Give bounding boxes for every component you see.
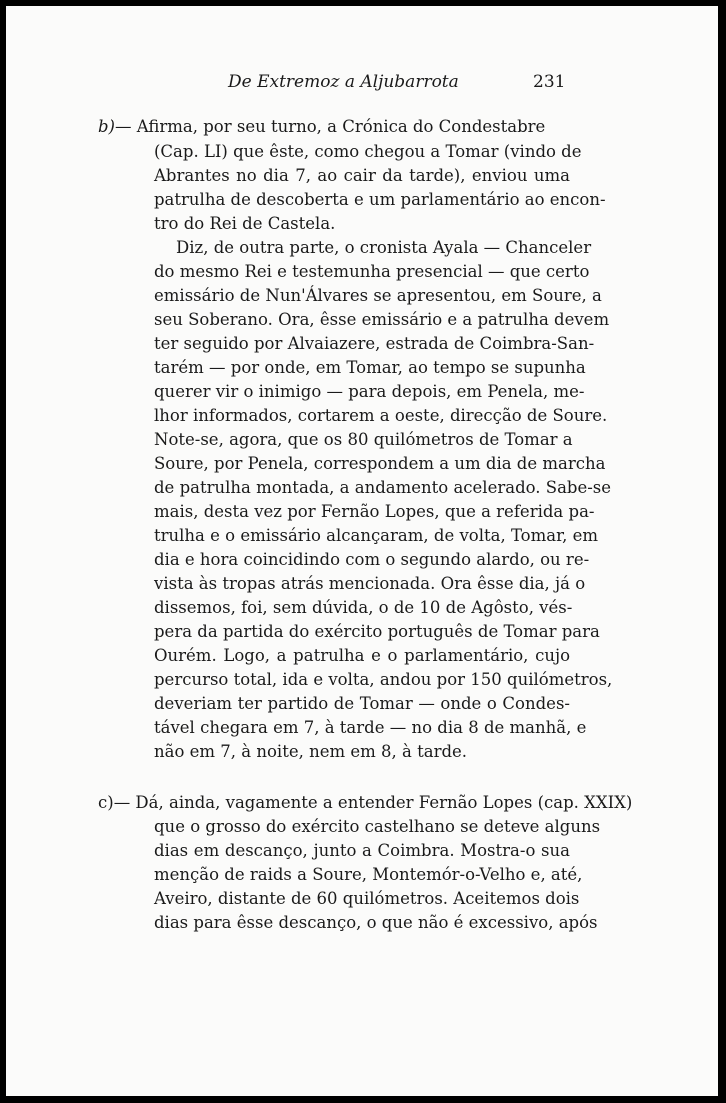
text-line: pera da partida do exército português de Tomar para	[154, 622, 600, 641]
text-line: Soure, por Penela, correspondem a um dia de marcha	[154, 454, 606, 473]
paragraph-label: b)	[98, 117, 115, 136]
text-line: dias em descanço, junto a Coimbra. Mostra-o sua	[154, 841, 570, 860]
text-line	[98, 792, 633, 814]
text-segment: — Afirma, por seu turno, a Crónica do Condestabre	[115, 117, 546, 136]
text-line: Abrantes no dia 7, ao cair da tarde), enviou uma	[154, 166, 570, 185]
text-line: não em 7, à noite, nem em 8, à tarde.	[154, 742, 468, 761]
text-line: Ourém. Logo, a patrulha e o parlamentário, cujo	[154, 646, 570, 665]
text-line: deveriam ter partido de Tomar — onde o Condes-	[154, 694, 570, 713]
text-line: (Cap. LI) que êste, como chegou a Tomar (vindo de	[154, 142, 582, 161]
text-line: tável chegara em 7, à tarde — no dia 8 de manhã, e	[154, 718, 587, 737]
text-line: emissário de Nun'Álvares se apresentou, em Soure, a	[154, 286, 602, 305]
text-line: dissemos, foi, sem dúvida, o de 10 de Agôsto, vés-	[154, 598, 573, 617]
text-line: vista às tropas atrás mencionada. Ora êsse dia, já o	[154, 574, 586, 593]
text-line: do mesmo Rei e testemunha presencial — que certo	[154, 262, 590, 281]
text-line: dia e hora coincidindo com o segundo alardo, ou re-	[154, 550, 590, 569]
text-line: de patrulha montada, a andamento acelerado. Sabe-se	[154, 478, 612, 497]
page-number: 231	[533, 72, 566, 92]
text-line: mais, desta vez por Fernão Lopes, que a referida pa-	[154, 502, 595, 521]
text-line	[98, 116, 570, 138]
running-title: De Extremoz a Aljubarrota	[228, 72, 459, 92]
text-line: Diz, de outra parte, o cronista Ayala — Chanceler	[176, 238, 592, 257]
text-line: patrulha de descoberta e um parlamentário ao encon-	[154, 190, 606, 209]
text-line: trulha e o emissário alcançaram, de volta, Tomar, em	[154, 526, 599, 545]
text-line: Aveiro, distante de 60 quilómetros. Aceitemos dois	[154, 889, 580, 908]
text-line: percurso total, ida e volta, andou por 150 quilómetros,	[154, 670, 613, 689]
text-line: menção de raids a Soure, Montemór-o-Velho e, até,	[154, 865, 583, 884]
paragraph-label: c)	[98, 793, 114, 812]
text-line: ter seguido por Alvaiazere, estrada de Coimbra-San-	[154, 334, 595, 353]
text-line: tro do Rei de Castela.	[154, 214, 336, 233]
text-line: que o grosso do exército castelhano se deteve alguns	[154, 817, 601, 836]
text-segment: — Dá, ainda, vagamente a entender Fernão Lopes (cap. XXIX)	[113, 793, 633, 812]
text-line: seu Soberano. Ora, êsse emissário e a patrulha devem	[154, 310, 610, 329]
text-line: Note-se, agora, que os 80 quilómetros de Tomar a	[154, 430, 573, 449]
text-line: tarém — por onde, em Tomar, ao tempo se supunha	[154, 358, 586, 377]
text-line: lhor informados, cortarem a oeste, direcção de Soure.	[154, 406, 608, 425]
text-line: querer vir o inimigo — para depois, em Penela, me-	[154, 382, 585, 401]
text-line: dias para êsse descanço, o que não é excessivo, após	[154, 913, 598, 932]
